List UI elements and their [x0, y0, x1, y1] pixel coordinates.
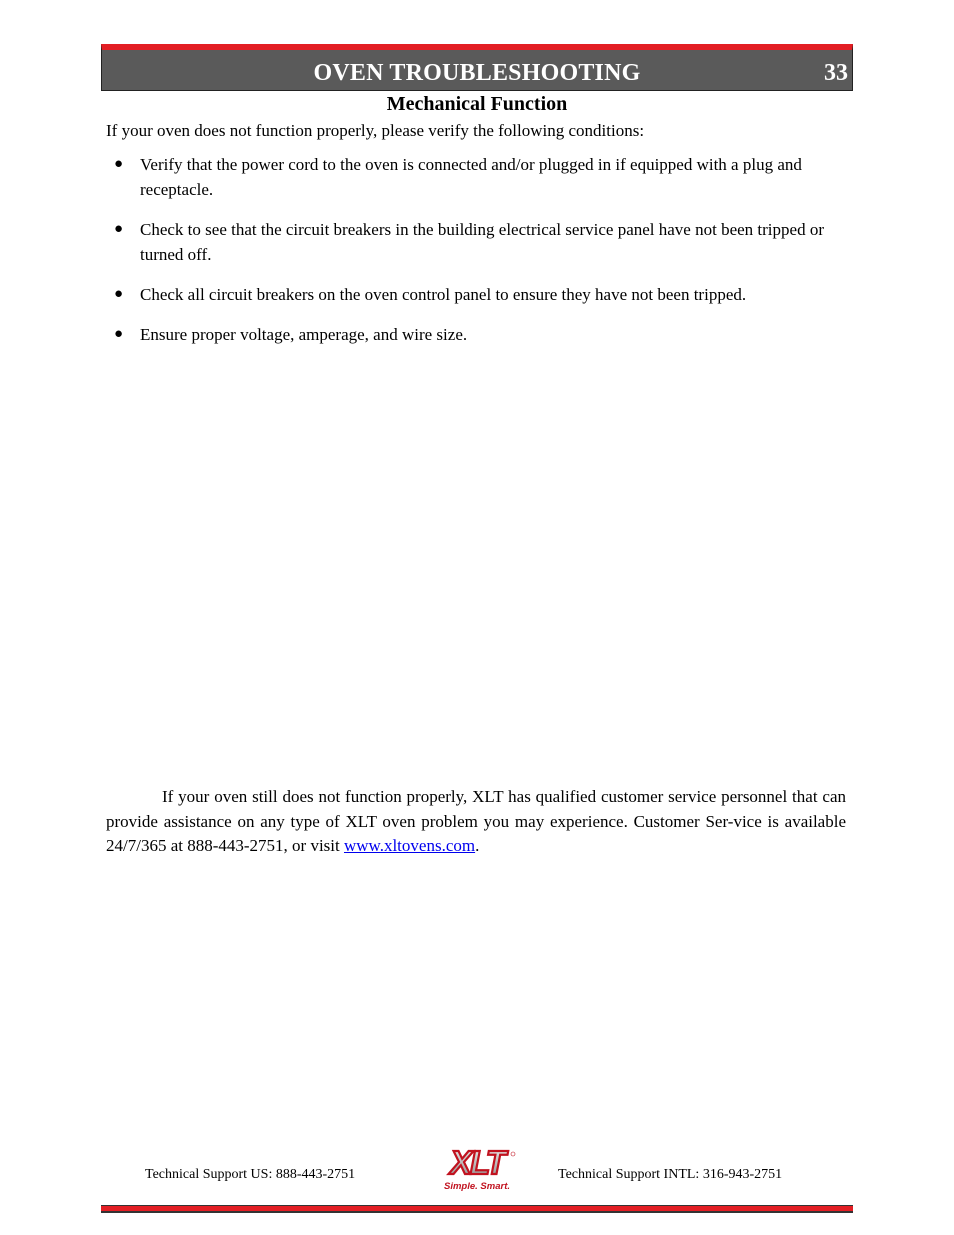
bullet-icon: ●: [114, 286, 124, 302]
xlt-logo: [428, 1143, 526, 1193]
list-item-text: Verify that the power cord to the oven is connected and/or plugged in if equipped with a plug and receptacle.: [140, 155, 802, 199]
support-us: Technical Support US: 888-443-2751: [145, 1167, 356, 1182]
bullet-icon: ●: [114, 326, 124, 342]
bullet-icon: ●: [114, 156, 124, 172]
logo-tagline: Simple. Smart.: [444, 1181, 510, 1192]
footer-bar: [101, 1205, 853, 1213]
list-item-text: Check to see that the circuit breakers in the building electrical service panel have not been tripped or turned off.: [140, 220, 824, 264]
conditions-list: [106, 152, 851, 362]
list-item: [106, 322, 851, 347]
list-item-text: Check all circuit breakers on the oven control panel to ensure they have not been tripped.: [140, 285, 747, 304]
list-item: [106, 217, 851, 267]
list-item-text: Ensure proper voltage, amperage, and wire size.: [140, 325, 468, 344]
closing-text: If your oven still does not function properly, XLT has qualified customer service personnel that can provide assistance on any type of XLT oven problem you may experience. Customer Ser-vice is available 24/7/365 at 888-443-2751, or visit: [106, 787, 846, 855]
support-intl: Technical Support INTL: 316-943-2751: [558, 1167, 783, 1182]
list-item: [106, 152, 851, 202]
logo-wordmark: XLT: [450, 1144, 504, 1181]
website-link[interactable]: www.xltovens.com: [343, 836, 476, 855]
closing-period: .: [475, 836, 480, 855]
list-item: [106, 282, 851, 307]
bullet-icon: ●: [114, 221, 124, 237]
page-title: OVEN TROUBLESHOOTING: [313, 60, 641, 86]
intro-text: If your oven does not function properly, please verify the following conditions:: [106, 121, 645, 140]
closing-paragraph: [106, 785, 846, 859]
page-header: [101, 44, 853, 91]
page-number: 33: [824, 60, 848, 86]
section-title: Mechanical Function: [386, 93, 568, 115]
